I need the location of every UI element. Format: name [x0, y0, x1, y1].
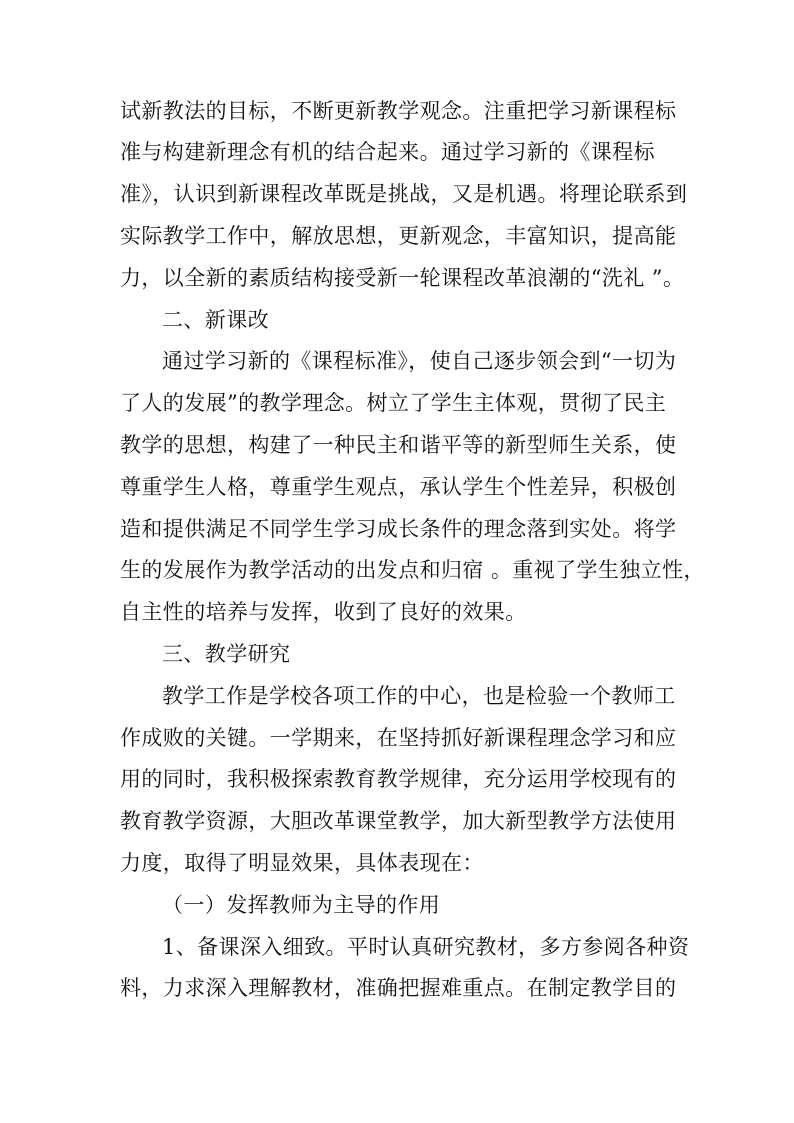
- body-text-line: 试新教法的目标，不断更新教学观念。注重把学习新课程标: [120, 99, 677, 123]
- body-text-line: 准》，认识到新课程改革既是挑战，又是机遇。将理论联系到: [120, 182, 688, 206]
- body-text-line: 尊重学生人格，尊重学生观点，承认学生个性差异，积极创: [120, 475, 677, 499]
- body-text-line: 作成败的关键。一学期来，在坚持抓好新课程理念学习和应: [120, 726, 677, 750]
- body-text-line: 教学的思想，构建了一种民主和谐平等的新型师生关系，使: [120, 433, 677, 457]
- subsection-heading: （一）发挥教师为主导的作用: [162, 893, 441, 917]
- section-heading: 二、新课改: [162, 308, 269, 332]
- body-text-line: 教育教学资源，大胆改革课堂教学，加大新型教学方法使用: [120, 809, 677, 833]
- body-text-line: 自主性的培养与发挥，收到了良好的效果。: [120, 600, 527, 624]
- body-text-line: 力，以全新的素质结构接受新一轮课程改革浪潮的“洗礼 ”。: [120, 266, 685, 290]
- paragraph-first-line: 1、备课深入细致。平时认真研究教材，多方参阅各种资: [162, 935, 690, 959]
- body-text-line: 了人的发展”的教学理念。树立了学生主体观，贯彻了民主: [120, 391, 667, 415]
- paragraph-first-line: 教学工作是学校各项工作的中心，也是检验一个教师工: [162, 684, 676, 708]
- body-text-line: 生的发展作为教学活动的出发点和归宿 。重视了学生独立性，: [120, 558, 705, 582]
- body-text-line: 造和提供满足不同学生学习成长条件的理念落到实处。将学: [120, 517, 677, 541]
- body-text-line: 准与构建新理念有机的结合起来。通过学习新的《课程标: [120, 140, 655, 164]
- body-text-line: 料，力求深入理解教材，准确把握难重点。在制定教学目的: [120, 976, 677, 1000]
- body-text-line: 用的同时，我积极探索教育教学规律，充分运用学校现有的: [120, 767, 677, 791]
- body-text-line: 力度，取得了明显效果，具体表现在：: [120, 851, 484, 875]
- body-text-line: 实际教学工作中，解放思想，更新观念，丰富知识，提高能: [120, 224, 677, 248]
- section-heading: 三、教学研究: [162, 642, 291, 666]
- paragraph-first-line: 通过学习新的《课程标准》，使自己逐步领会到“一切为: [162, 349, 677, 373]
